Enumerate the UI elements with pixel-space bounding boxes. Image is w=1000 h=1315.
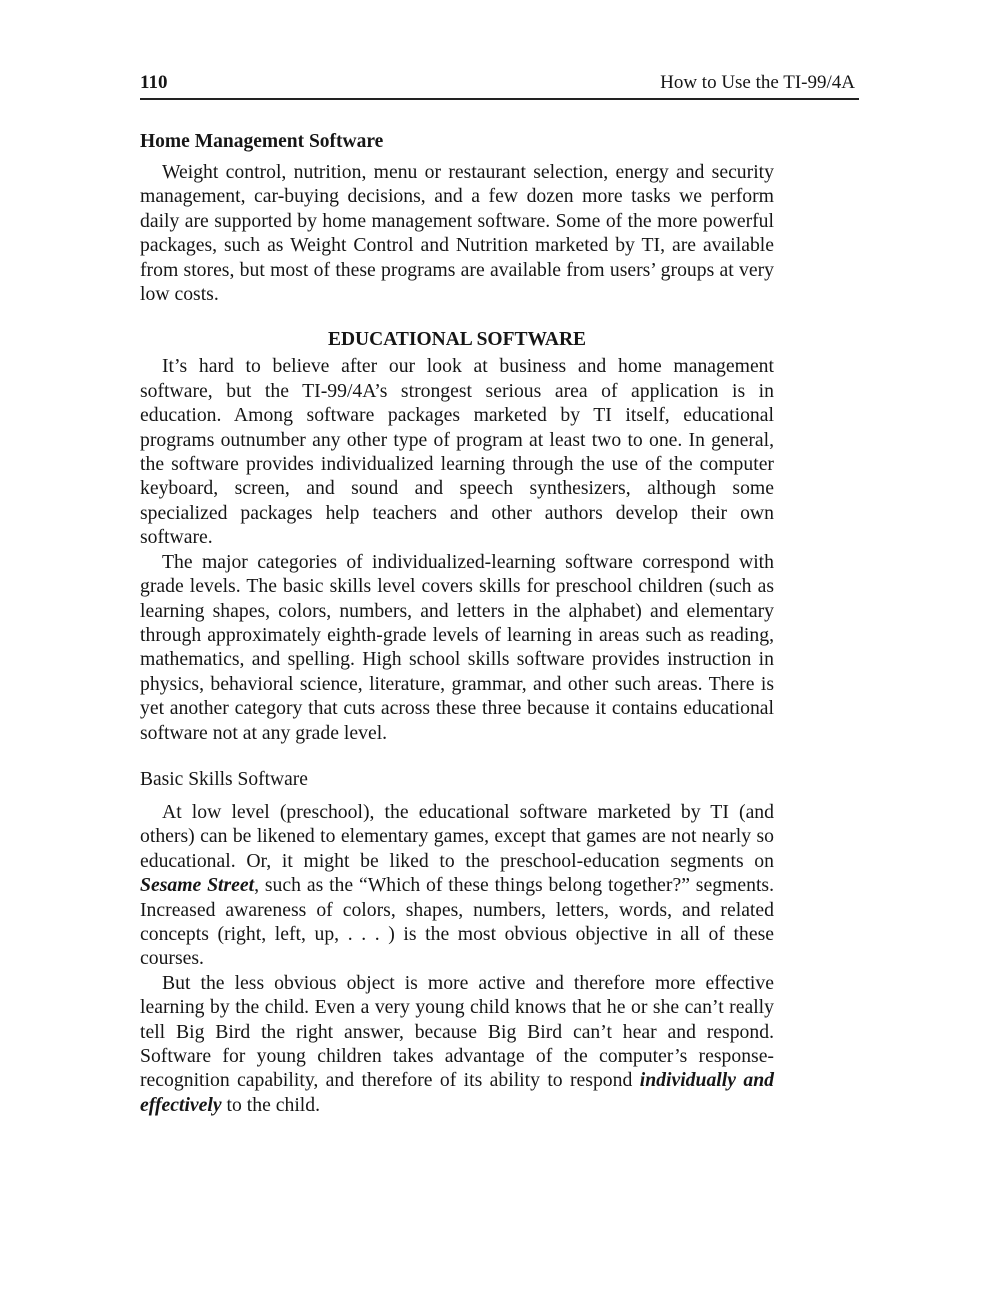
paragraph-text: But the less obvious object is more active and therefore more effective learning by the child. Even a very young child knows that he or she can’t really tell Big Bird the right answer, because Big Bird can’t hear and respond. Software for young children takes advantage of the computer’s response-recognition capability, and therefore of its ability to respond <box>140 971 774 1092</box>
paragraph-text: to the child. <box>221 1093 321 1116</box>
basic-skills-heading: Basic Skills Software <box>140 768 308 790</box>
page-header <box>140 72 859 100</box>
educational-heading: EDUCATIONAL SOFTWARE <box>327 329 587 351</box>
emphasis-text: individually and effectively <box>140 1069 774 1116</box>
home-management-heading: Home Management Software <box>140 131 384 152</box>
paragraph-text: , such as the “Which of these things belong together?” segments. Increased awareness of colors, shapes, numbers, letters, words, and related concepts (right, left, up, . . . ) is the most obvious objective in all of these courses. <box>140 874 774 970</box>
basic-skills-section <box>140 768 774 1117</box>
home-management-section <box>140 130 774 306</box>
educational-paragraph: It’s hard to believe after our look at business and home management software, but the TI-99/4A’s strongest serious area of application is in education. Among software packages marketed by TI itself, educational programs outnumber any other type of program at least two to one. In general, the software provides individualized learning through the use of the computer keyboard, screen, and sound and speech synthesizers, although some specialized packages help teachers and other authors develop their own software. <box>140 355 774 549</box>
educational-paragraph: The major categories of individualized-learning software correspond with grade levels. The basic skills level covers skills for preschool children (such as learning shapes, colors, numbers, and letters in the alphabet) and elementary through approximately eighth-grade levels of learning in areas such as reading, mathematics, and spelling. High school skills software provides instruction in physics, behavioral science, literature, grammar, and other such areas. There is yet another category that cuts across these three because it contains educational software not at any grade level. <box>140 550 774 744</box>
page-body <box>140 130 774 1117</box>
basic-skills-paragraph <box>140 971 774 1117</box>
sesame-street-title: Sesame Street <box>140 874 255 897</box>
paragraph-text: At low level (preschool), the educational software marketed by TI (and others) can be likened to elementary games, except that games are not nearly so educational. Or, it might be liked to the preschool-education segments on <box>140 800 774 872</box>
home-management-paragraph: Weight control, nutrition, menu or restaurant selection, energy and security management, car-buying decisions, and a few dozen more tasks we perform daily are supported by home management software. Some of the more powerful packages, such as Weight Control and Nutrition marketed by TI, are available from stores, but most of these programs are available from users’ groups at very low costs. <box>140 161 774 306</box>
educational-section <box>140 328 774 745</box>
page-number: 110 <box>140 72 168 93</box>
running-head: How to Use the TI-99/4A <box>660 72 855 93</box>
basic-skills-paragraph <box>140 800 774 971</box>
